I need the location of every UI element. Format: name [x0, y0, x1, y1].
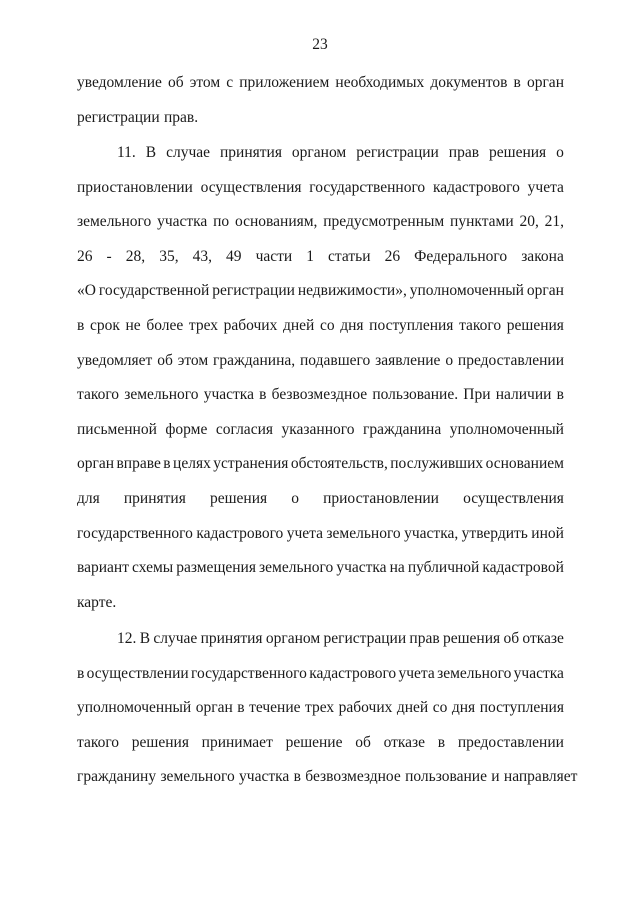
text-line: гражданину земельного участка в безвозмездное пользование и направляет [77, 768, 578, 786]
text-line: такого решения принимает решение об отказе в предоставлении [77, 733, 564, 751]
text-line: регистрации прав. [77, 108, 199, 126]
text-line: уполномоченный орган в течение трех рабочих дней со дня поступления [77, 699, 564, 717]
text-line: в осуществлении государственного кадастрового учета земельного участка [77, 664, 564, 682]
text-line: «О государственной регистрации недвижимости», уполномоченный орган [77, 282, 564, 300]
text-line: приостановлении осуществления государственного кадастрового учета [77, 178, 564, 196]
text-line: вариант схемы размещения земельного участка на публичной кадастровой [77, 559, 564, 577]
text-line: уведомляет об этом гражданина, подавшего заявление о предоставлении [77, 351, 564, 369]
text-line: государственного кадастрового учета земельного участка, утвердить иной [77, 524, 564, 542]
continuation-paragraph [77, 74, 564, 143]
paragraph-11 [77, 144, 564, 628]
text-line: для принятия решения о приостановлении осуществления [77, 489, 564, 507]
text-line: письменной форме согласия указанного гражданина уполномоченный [77, 420, 564, 438]
text-line: 12. В случае принятия органом регистрации прав решения об отказе [117, 630, 564, 647]
text-line: в срок не более трех рабочих дней со дня поступления такого решения [77, 316, 564, 334]
text-line: такого земельного участка в безвозмездное пользование. При наличии в [77, 386, 564, 404]
text-line: 26 - 28, 35, 43, 49 части 1 статьи 26 Федерального закона [77, 247, 564, 265]
paragraph-12 [77, 630, 578, 803]
page-number: 23 [312, 36, 328, 53]
text-line: карте. [77, 593, 117, 611]
text-line: уведомление об этом с приложением необходимых документов в орган [77, 74, 564, 91]
text-line: 11. В случае принятия органом регистрации прав решения о [117, 144, 564, 161]
text-line: орган вправе в целях устранения обстоятельств, послуживших основанием [77, 455, 564, 473]
text-line: земельного участка по основаниям, предусмотренным пунктами 20, 21, [77, 213, 564, 231]
